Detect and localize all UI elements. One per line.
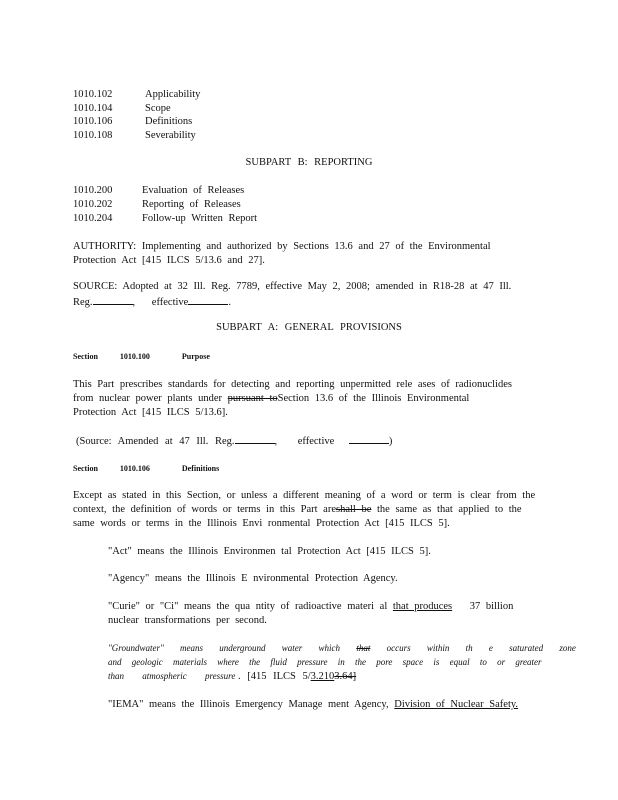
text-run: the same as that applied to the — [377, 504, 522, 515]
definition-act: "Act" means the Illinois Environmen tal Protection Act [415 ILCS 5]. — [108, 546, 431, 557]
source-line — [73, 294, 231, 309]
text-run: from nuclear power plants under — [73, 393, 223, 404]
section-heading — [73, 462, 219, 475]
text-run: . [415 ILCS 5/ — [237, 671, 311, 682]
section-label: Section — [73, 464, 98, 473]
definition-iema — [108, 698, 518, 711]
text-run: 37 billion — [469, 601, 514, 612]
inserted-text: Division of Nuclear Safety. — [394, 699, 519, 710]
text-run: (Source: Amended at 47 Ill. Reg. — [76, 436, 235, 447]
inserted-text: that produces — [392, 601, 453, 612]
toc-item-title: Follow-up Written Report — [142, 213, 258, 224]
authority-line: AUTHORITY: Implementing and authorized by Sections 13.6 and 27 of the Environmental — [73, 241, 491, 252]
toc-item-number: 1010.108 — [73, 130, 113, 141]
text-run: ) — [388, 436, 393, 447]
source-amended-note — [76, 433, 392, 448]
blank-field — [188, 294, 228, 305]
deleted-text: shall be — [336, 504, 372, 515]
section-heading — [73, 350, 210, 363]
authority-line: Protection Act [415 ILCS 5/13.6 and 27]. — [73, 255, 265, 266]
toc-item-title: Applicability — [145, 89, 201, 100]
subpart-a-heading: SUBPART A: GENERAL PROVISIONS — [216, 322, 402, 333]
blank-field — [235, 433, 275, 444]
blank-field — [93, 294, 133, 305]
deleted-text: that — [356, 643, 371, 653]
source-reg-label: Reg. — [73, 297, 93, 308]
blank-field — [349, 433, 389, 444]
paragraph-line: Protection Act [415 ILCS 5/13.6]. — [73, 407, 228, 418]
paragraph-line: and geologic materials where the fluid pressure in the pore space is equal to or greater — [108, 657, 542, 667]
toc-item-number: 1010.202 — [73, 199, 113, 210]
toc-item-number: 1010.200 — [73, 185, 113, 196]
paragraph-line: This Part prescribes standards for detecting and reporting unpermitted rele ases of radionuclides — [73, 379, 512, 390]
definition-agency: "Agency" means the Illinois E nvironmental Protection Agency. — [108, 573, 398, 584]
paragraph-line: nuclear transformations per second. — [108, 615, 267, 626]
paragraph-line — [108, 642, 576, 655]
text-run: ] — [352, 671, 357, 682]
paragraph-line — [108, 600, 513, 613]
text-run: , — [274, 436, 278, 447]
toc-item-number: 1010.106 — [73, 116, 113, 127]
toc-item-title: Definitions — [145, 116, 193, 127]
paragraph-line: Except as stated in this Section, or unless a different meaning of a word or term is clear from the — [73, 490, 536, 501]
inserted-text: 3.210 — [310, 671, 335, 682]
paragraph-line — [73, 392, 469, 405]
toc-item-number: 1010.104 — [73, 103, 113, 114]
text-run: "IEMA" means the Illinois Emergency Manage ment Agency, — [108, 699, 389, 710]
source-effective-label: effective — [151, 297, 189, 308]
section-number: 1010.100 — [119, 352, 150, 361]
toc-item-number: 1010.102 — [73, 89, 113, 100]
toc-item-title: Severability — [145, 130, 196, 141]
section-title: Purpose — [181, 352, 210, 361]
text-run: Section 13.6 of the Illinois Environmental — [277, 393, 470, 404]
section-label: Section — [73, 352, 98, 361]
toc-item-title: Scope — [145, 103, 171, 114]
text-run: "Curie" or "Ci" means the qua ntity of radioactive materi al — [108, 601, 388, 612]
toc-item-title: Reporting of Releases — [142, 199, 241, 210]
deleted-text: 3.64 — [334, 671, 353, 682]
section-title: Definitions — [181, 464, 220, 473]
text-run: occurs within th e saturated zone — [386, 643, 576, 653]
paragraph-line — [73, 503, 522, 516]
deleted-text: pursuant to — [227, 393, 278, 404]
paragraph-line: same words or terms in the Illinois Envi ronmental Protection Act [415 ILCS 5]. — [73, 518, 450, 529]
text-run: "Groundwater" means underground water which — [108, 643, 341, 653]
subpart-b-heading: SUBPART B: REPORTING — [245, 157, 373, 168]
text-run: effective — [297, 436, 335, 447]
text-run: than atmospheric pressure — [108, 671, 236, 681]
source-comma: , — [132, 297, 136, 308]
source-line: SOURCE: Adopted at 32 Ill. Reg. 7789, effective May 2, 2008; amended in R18-28 at 47 Ill. — [73, 281, 512, 292]
toc-item-title: Evaluation of Releases — [142, 185, 245, 196]
toc-item-number: 1010.204 — [73, 213, 113, 224]
paragraph-line — [108, 670, 356, 683]
source-period: . — [228, 297, 231, 308]
text-run: context, the definition of words or terms in this Part are — [73, 504, 336, 515]
section-number: 1010.106 — [119, 464, 150, 473]
